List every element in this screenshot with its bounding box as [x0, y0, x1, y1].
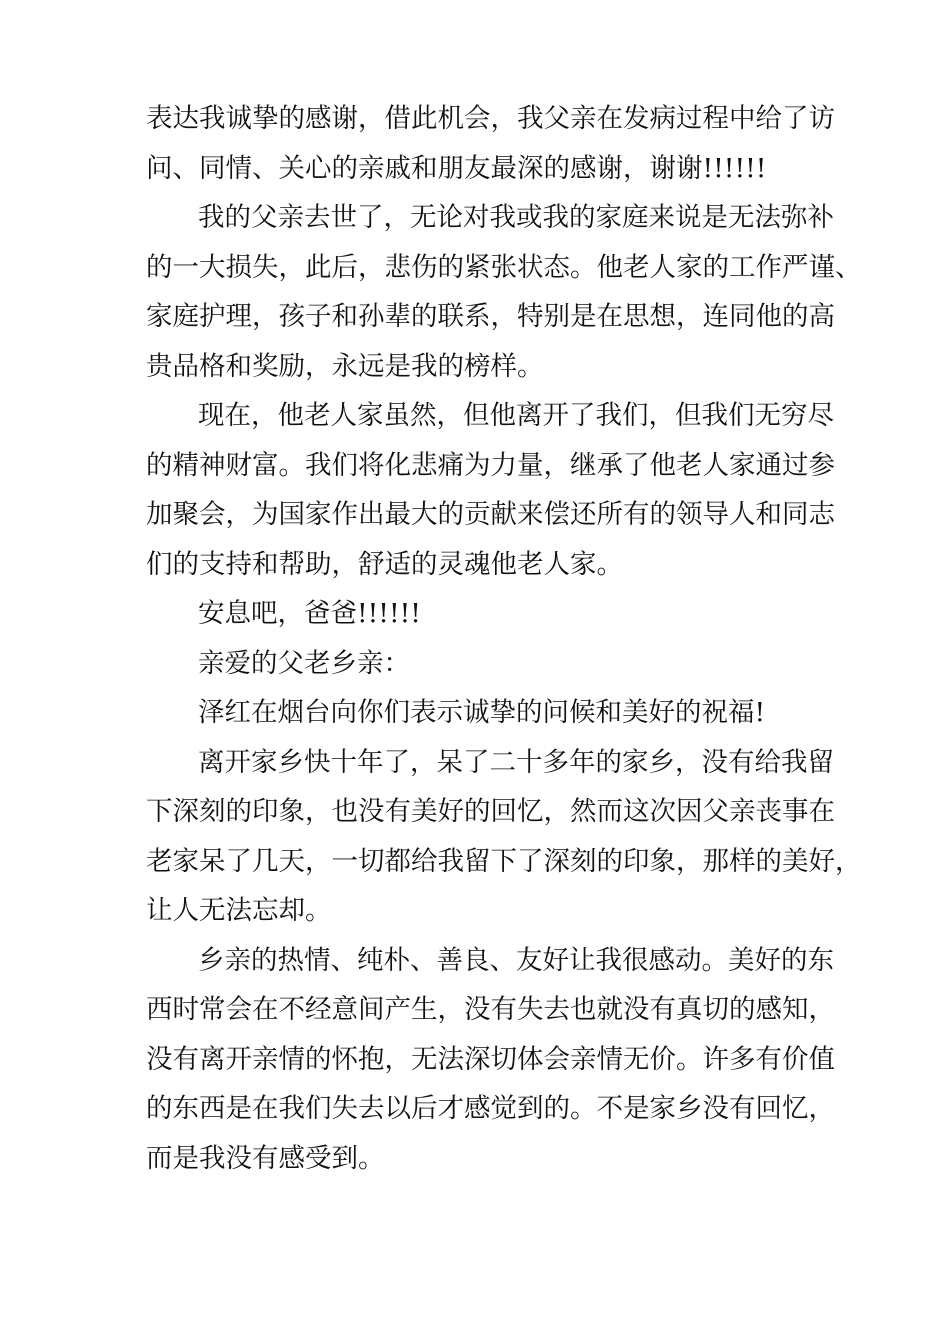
- text-line: 下深刻的印象，也没有美好的回忆，然而这次因父亲丧事在: [146, 796, 835, 827]
- text-line: 的东西是在我们失去以后才感觉到的。不是家乡没有回忆，: [146, 1093, 835, 1124]
- text-line: 而是我没有感受到。: [146, 1142, 385, 1174]
- document-body: [146, 94, 862, 1183]
- text-line: 的精神财富。我们将化悲痛为力量，继承了他老人家通过参: [146, 449, 835, 481]
- text-line: 没有离开亲情的怀抱，无法深切体会亲情无价。许多有价值: [146, 1043, 835, 1075]
- text-line: 家庭护理，孩子和孙辈的联系，特别是在思想，连同他的高: [146, 301, 835, 332]
- text-line: 泽红在烟台向你们表示诚挚的问候和美好的祝福!: [198, 697, 766, 728]
- text-line: 的一大损失，此后，悲伤的紧张状态。他老人家的工作严谨、: [146, 251, 862, 283]
- text-line: 离开家乡快十年了，呆了二十多年的家乡，没有给我留: [198, 746, 834, 778]
- text-line: 们的支持和帮助，舒适的灵魂他老人家。: [146, 548, 623, 580]
- text-line: 加聚会，为国家作出最大的贡献来偿还所有的领导人和同志: [146, 499, 835, 530]
- text-line: 老家呆了几天，一切都给我留下了深刻的印象，那样的美好，: [146, 845, 862, 877]
- salutation-line: 亲爱的父老乡亲：: [198, 647, 410, 679]
- text-line: 问、同情、关心的亲戚和朋友最深的感谢，谢谢!!!!!!: [146, 152, 767, 184]
- text-line: 安息吧，爸爸!!!!!!: [198, 598, 421, 629]
- text-line: 现在，他老人家虽然，但他离开了我们，但我们无穷尽: [198, 400, 834, 431]
- text-line: 我的父亲去世了，无论对我或我的家庭来说是无法弥补: [198, 202, 834, 233]
- text-line: 贵品格和奖励，永远是我的榜样。: [146, 350, 544, 382]
- text-line: 乡亲的热情、纯朴、善良、友好让我很感动。美好的东: [198, 944, 834, 976]
- text-line: 让人无法忘却。: [146, 895, 332, 926]
- text-line: 西时常会在不经意间产生，没有失去也就没有真切的感知，: [146, 994, 835, 1025]
- text-line: 表达我诚挚的感谢，借此机会，我父亲在发病过程中给了访: [146, 103, 835, 134]
